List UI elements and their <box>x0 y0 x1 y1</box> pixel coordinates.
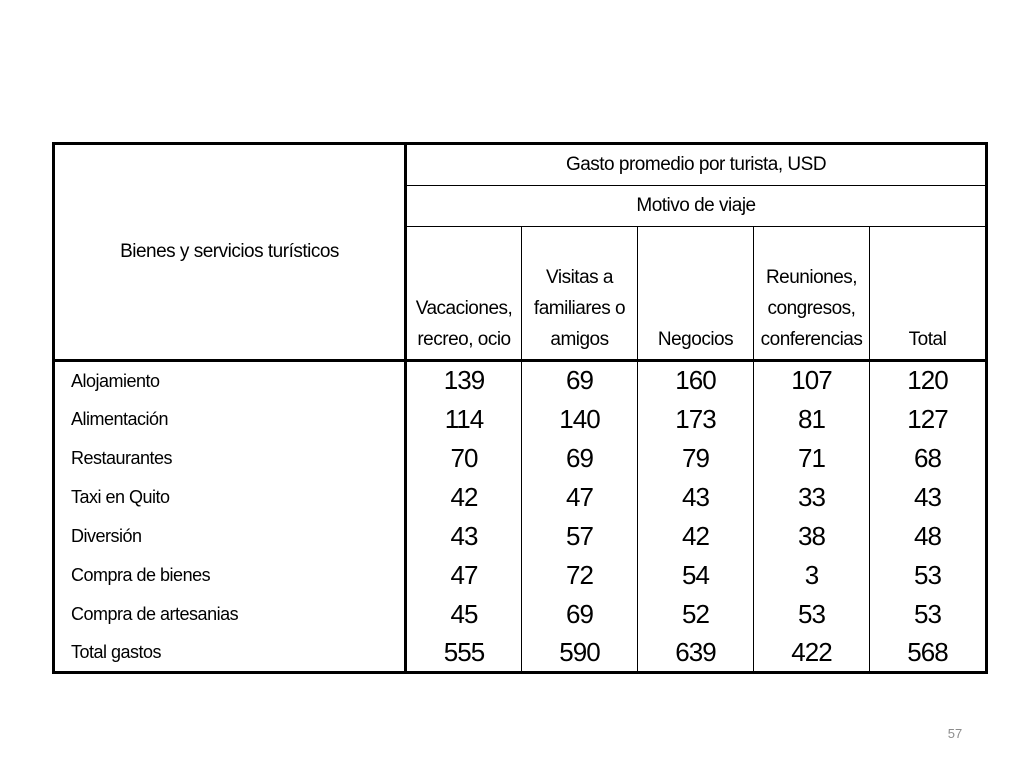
table-cell: 38 <box>754 517 870 556</box>
table-cell: 139 <box>443 365 485 396</box>
spanning-header: Gasto promedio por turista, USD <box>406 144 987 186</box>
table-cell: 3 <box>754 556 870 595</box>
column-header-line: Visitas a <box>546 267 613 288</box>
column-header-line: amigos <box>550 329 609 350</box>
table-cell: 54 <box>638 556 754 595</box>
table-cell: 69 <box>522 361 638 400</box>
column-header-line: Reuniones, <box>765 267 858 288</box>
column-header-line: Vacaciones, <box>415 298 513 319</box>
column-header <box>522 227 638 361</box>
table-cell: 173 <box>638 400 754 439</box>
table-cell: 69 <box>522 595 638 634</box>
sub-header: Motivo de viaje <box>406 186 987 227</box>
table-cell: 68 <box>870 439 987 478</box>
table-cell: 33 <box>754 478 870 517</box>
table-cell: 127 <box>870 400 987 439</box>
table-row <box>54 556 987 595</box>
table-cell: 42 <box>638 517 754 556</box>
table-row <box>54 439 987 478</box>
spending-table <box>52 142 988 674</box>
column-header <box>638 227 754 361</box>
row-label: Restaurantes <box>54 439 406 478</box>
row-label: Taxi en Quito <box>54 478 406 517</box>
table-cell: 47 <box>522 478 638 517</box>
table-cell: 47 <box>450 559 478 590</box>
table-cell: 590 <box>522 634 638 673</box>
table-cell: 43 <box>450 520 478 551</box>
table-cell: 48 <box>870 517 987 556</box>
column-header <box>870 227 987 361</box>
column-header-line: conferencias <box>760 329 863 350</box>
table-cell: 53 <box>870 595 987 634</box>
row-label: Diversión <box>54 517 406 556</box>
table-cell: 53 <box>754 595 870 634</box>
row-label: Alimentación <box>54 400 406 439</box>
table-row <box>54 361 987 400</box>
table-cell: 160 <box>638 361 754 400</box>
table-cell: 422 <box>754 634 870 673</box>
table-cell: 45 <box>450 598 478 629</box>
table-cell: 79 <box>638 439 754 478</box>
table-cell: 69 <box>522 439 638 478</box>
table-row <box>54 595 987 634</box>
column-header-line: Negocios <box>657 329 734 350</box>
table-cell: 42 <box>450 481 478 512</box>
table-row <box>54 478 987 517</box>
column-header <box>406 227 522 361</box>
table-cell: 52 <box>638 595 754 634</box>
table-cell: 43 <box>638 478 754 517</box>
table-cell: 107 <box>754 361 870 400</box>
page-number: 57 <box>947 726 963 741</box>
row-label: Compra de artesanias <box>54 595 406 634</box>
row-label: Total gastos <box>54 634 406 673</box>
table-cell: 114 <box>444 403 484 434</box>
row-label: Compra de bienes <box>54 556 406 595</box>
table-cell: 568 <box>870 634 987 673</box>
table-cell: 71 <box>754 439 870 478</box>
table-cell: 53 <box>870 556 987 595</box>
table-cell: 81 <box>754 400 870 439</box>
table-row <box>54 400 987 439</box>
row-label: Alojamiento <box>54 361 406 400</box>
column-header-line: familiares o <box>533 298 626 319</box>
table-cell: 140 <box>522 400 638 439</box>
column-header <box>754 227 870 361</box>
table-row <box>54 517 987 556</box>
table-cell: 120 <box>870 361 987 400</box>
table-cell: 70 <box>450 442 478 473</box>
table-cell: 57 <box>522 517 638 556</box>
column-header-line: Total <box>908 329 947 350</box>
table-cell: 72 <box>522 556 638 595</box>
table-cell: 639 <box>638 634 754 673</box>
table-body <box>54 361 987 673</box>
table-cell: 555 <box>443 636 485 667</box>
row-header-title: Bienes y servicios turísticos <box>54 144 406 361</box>
column-header-line: recreo, ocio <box>417 329 511 350</box>
column-header-line: congresos, <box>767 298 856 319</box>
table-row <box>54 634 987 673</box>
table-cell: 43 <box>870 478 987 517</box>
